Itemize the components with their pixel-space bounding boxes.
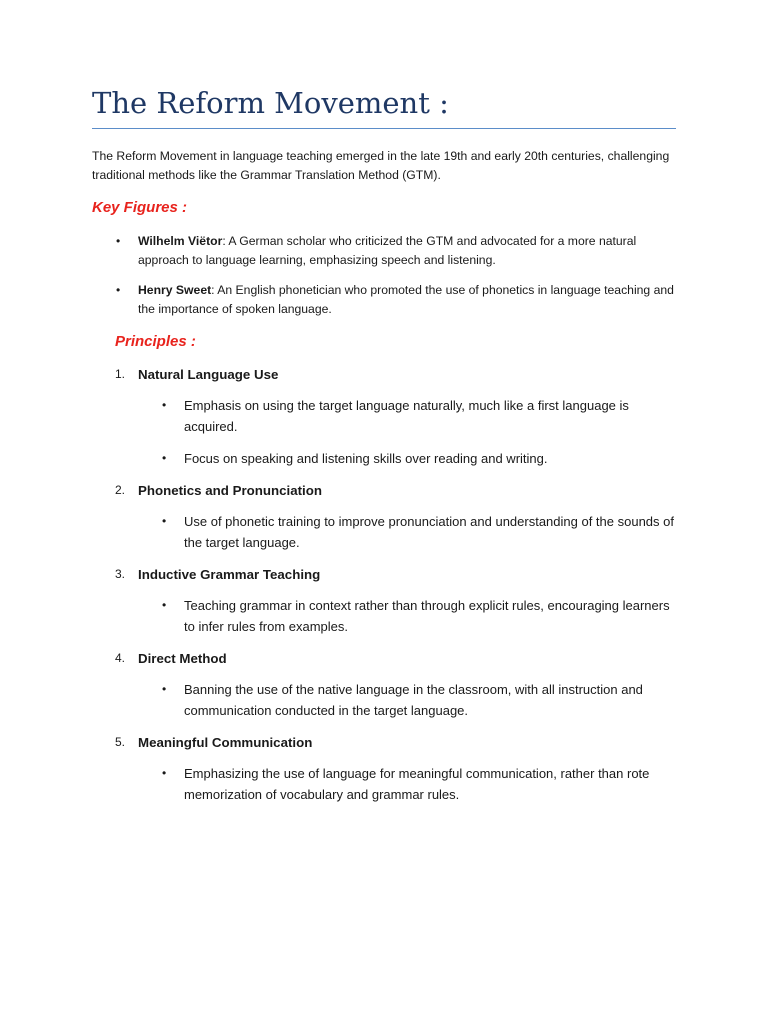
- principle-points: [138, 595, 676, 637]
- bullet-icon: •: [116, 234, 121, 248]
- figure-description: : A German scholar who criticized the GTM and advocated for a more natural approach to language learning, emphasizing speech and listening.: [138, 234, 637, 267]
- principle-number: 5.: [115, 735, 126, 749]
- list-item: [162, 763, 676, 805]
- intro-paragraph: The Reform Movement in language teaching emerged in the late 19th and early 20th centuries, challenging traditional methods like the Grammar Translation Method (GTM).: [92, 149, 670, 182]
- key-figures-list: [92, 232, 676, 318]
- principle-points: [138, 763, 676, 805]
- bullet-icon: •: [162, 514, 167, 528]
- list-item: [162, 395, 676, 437]
- principle-points: [138, 679, 676, 721]
- point-text: Emphasizing the use of language for meaningful communication, rather than rote memorization of vocabulary and grammar rules.: [184, 766, 650, 802]
- principle-points: [138, 395, 676, 469]
- bullet-icon: •: [162, 766, 167, 780]
- list-item: [162, 448, 676, 469]
- bullet-icon: •: [162, 451, 167, 465]
- principle-item: [92, 564, 676, 637]
- figure-description: : An English phonetician who promoted the use of phonetics in language teaching and the importance of spoken language.: [138, 283, 674, 316]
- key-figures-heading: Key Figures :: [92, 199, 188, 216]
- principle-number: 2.: [115, 483, 126, 497]
- point-text: Banning the use of the native language in the classroom, with all instruction and communication conducted in the target language.: [184, 682, 643, 718]
- point-text: Emphasis on using the target language naturally, much like a first language is acquired.: [184, 398, 629, 434]
- principle-title: Direct Method: [138, 651, 227, 666]
- principle-item: [92, 480, 676, 553]
- principle-points: [138, 511, 676, 553]
- principle-title: Meaningful Communication: [138, 735, 313, 750]
- bullet-icon: •: [162, 398, 167, 412]
- principle-number: 3.: [115, 567, 126, 581]
- list-item: [162, 511, 676, 553]
- principle-number: 4.: [115, 651, 126, 665]
- list-item: [116, 232, 676, 269]
- bullet-icon: •: [162, 682, 167, 696]
- principles-heading: Principles :: [115, 333, 196, 350]
- list-item: [162, 679, 676, 721]
- figure-name: Wilhelm Viëtor: [138, 234, 223, 248]
- principle-title: Phonetics and Pronunciation: [138, 483, 322, 498]
- list-item: [162, 595, 676, 637]
- principle-title: Inductive Grammar Teaching: [138, 567, 321, 582]
- principles-list: [92, 364, 676, 805]
- principle-item: [92, 648, 676, 721]
- principle-item: [92, 732, 676, 805]
- page-title: The Reform Movement :: [92, 84, 676, 129]
- principle-title: Natural Language Use: [138, 367, 279, 382]
- bullet-icon: •: [162, 598, 167, 612]
- figure-name: Henry Sweet: [138, 283, 212, 297]
- principle-number: 1.: [115, 367, 126, 381]
- point-text: Focus on speaking and listening skills over reading and writing.: [184, 451, 548, 466]
- principle-item: [92, 364, 676, 469]
- point-text: Use of phonetic training to improve pronunciation and understanding of the sounds of the target language.: [184, 514, 674, 550]
- list-item: [116, 281, 676, 318]
- bullet-icon: •: [116, 283, 121, 297]
- point-text: Teaching grammar in context rather than through explicit rules, encouraging learners to infer rules from examples.: [184, 598, 670, 634]
